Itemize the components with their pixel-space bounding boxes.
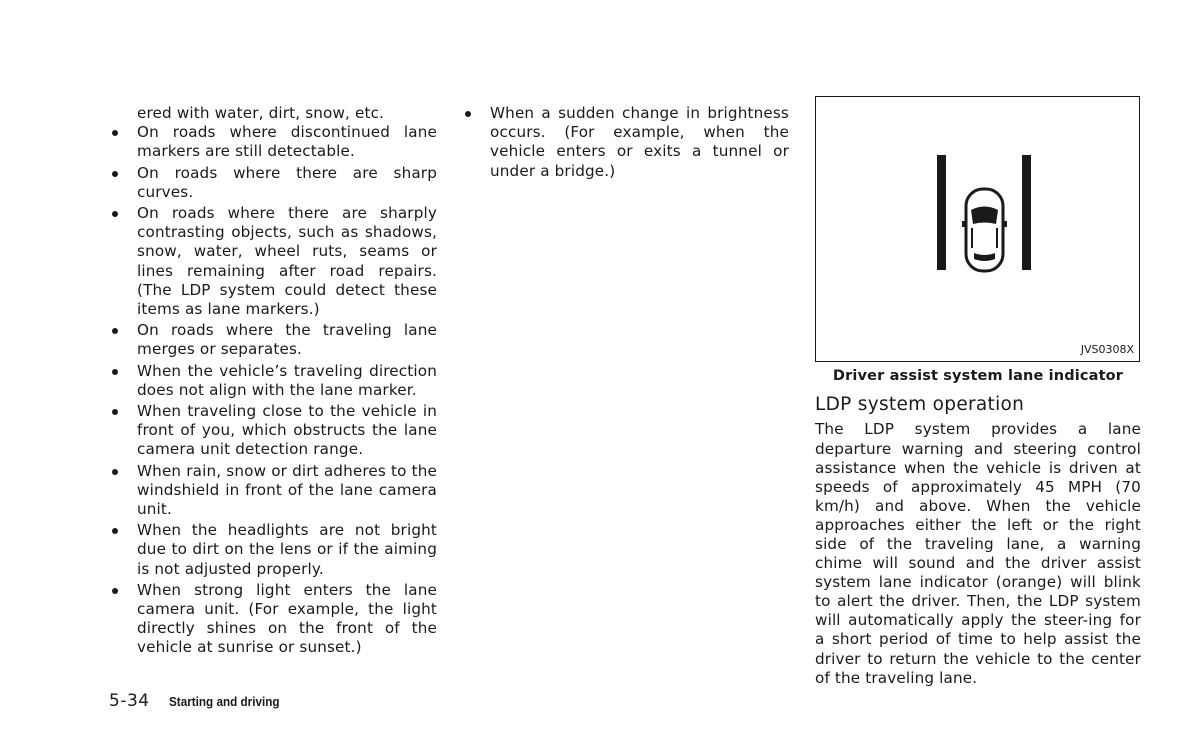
figure-caption: Driver assist system lane indicator [832,368,1124,384]
bullet-item [462,104,789,181]
left-bullet-list [109,123,437,657]
bullet-text: On roads where the traveling lane merges or separates. [137,321,437,359]
bullet-item [109,204,437,319]
figure-code: JVS0308X [1080,342,1134,356]
bullet-item [109,321,437,359]
bullet-text: When traveling close to the vehicle in front of you, which obstructs the lane camera unit detection range. [137,402,437,459]
bullet-item [109,123,437,161]
bullet-item [109,362,437,400]
section-body: The LDP system provides a lane departure warning and steering control assistance when the vehicle is driven at speeds of approximately 45 MPH (70 km/h) and above. When the vehicle approaches either the left or the right side of the traveling lane, a warning chime will sound and the driver assist system lane indicator (orange) will blink to alert the driver. Then, the LDP system will automatically apply the steer-ing for a short period of time to help assist the driver to return the vehicle to the center of the traveling lane. [815,420,1141,687]
bullet-text: When the vehicle’s traveling direction does not align with the lane marker. [137,361,437,399]
bullet-item [109,164,437,202]
lane-indicator-car-between-lines-icon [816,97,1139,361]
bullet-dot-icon [112,171,118,177]
lane-indicator-figure [815,96,1140,362]
left-column [109,104,437,660]
middle-column [462,104,789,183]
bullet-text: When strong light enters the lane camera unit. (For example, the light directly shines on the front of the vehicle at sunrise or sunset.) [137,580,437,657]
bullet-dot-icon [112,469,118,475]
right-column [815,96,1141,688]
page-number: 5-34 [109,691,150,711]
right-lane-marker [1022,155,1031,270]
page-footer [109,691,291,711]
bullet-text: When the headlights are not bright due to dirt on the lens or if the aiming is not adjusted properly. [137,521,437,578]
footer-section-name: Starting and driving [168,694,280,709]
bullet-item [109,581,437,658]
bullet-dot-icon [112,528,118,534]
section-title: LDP system operation [815,394,1025,416]
bullet-text: On roads where discontinued lane markers are still detectable. [137,123,437,161]
bullet-text: On roads where there are sharp curves. [137,163,437,201]
bullet-dot-icon [112,328,118,334]
left-lane-marker [937,155,946,270]
middle-bullet-list [462,104,789,181]
bullet-dot-icon [112,130,118,136]
bullet-text: On roads where there are sharply contrasting objects, such as shadows, snow, water, wheel ruts, seams or lines remaining after road repairs. (The LDP system could detect these items as lane markers.) [137,204,437,319]
bullet-item [109,462,437,520]
bullet-dot-icon [465,111,471,117]
bullet-dot-icon [112,588,118,594]
bullet-dot-icon [112,211,118,217]
bullet-dot-icon [112,369,118,375]
car-icon [962,189,1007,271]
bullet-item [109,402,437,460]
bullet-dot-icon [112,409,118,415]
bullet-text: When rain, snow or dirt adheres to the windshield in front of the lane camera unit. [137,461,437,519]
continued-text: ered with water, dirt, snow, etc. [137,104,385,122]
bullet-item [109,521,437,579]
bullet-text: When a sudden change in brightness occurs. (For example, when the vehicle enters or exits a tunnel or under a bridge.) [490,104,789,180]
